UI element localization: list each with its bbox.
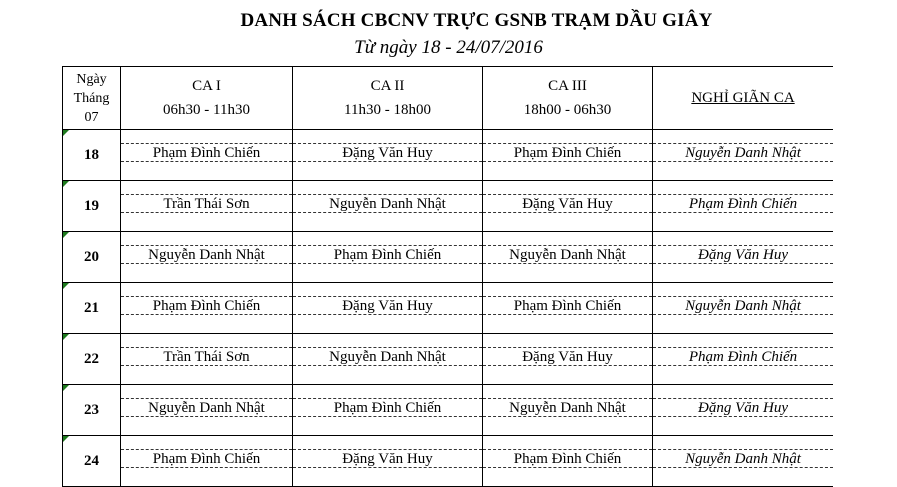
shift-cell bbox=[293, 334, 483, 385]
rest-cell bbox=[653, 436, 834, 487]
shift-cell bbox=[483, 436, 653, 487]
shift-cell bbox=[121, 232, 293, 283]
rest-staff-name: Đặng Văn Huy bbox=[698, 247, 788, 263]
shift-cell bbox=[121, 385, 293, 436]
shift-staff-name: Trần Thái Sơn bbox=[163, 196, 250, 212]
rest-cell bbox=[653, 385, 834, 436]
header-row bbox=[63, 67, 834, 130]
table-row bbox=[63, 283, 834, 334]
rest-staff-name: Nguyễn Danh Nhật bbox=[685, 145, 801, 161]
subtitle-text: Từ ngày 18 - 24/07/2016 bbox=[354, 37, 543, 58]
schedule-table-container bbox=[62, 66, 833, 487]
shift-staff-name: Nguyễn Danh Nhật bbox=[329, 349, 446, 365]
rest-cell bbox=[653, 283, 834, 334]
shift-cell bbox=[293, 181, 483, 232]
table-row bbox=[63, 334, 834, 385]
rest-cell bbox=[653, 130, 834, 181]
shift-staff-name: Phạm Đình Chiến bbox=[513, 298, 622, 314]
shift-staff-name: Phạm Đình Chiến bbox=[333, 400, 442, 416]
day-cell: 24 bbox=[63, 436, 121, 487]
title-text: DANH SÁCH CBCNV TRỰC GSNB TRẠM DẦU GIÂY bbox=[240, 10, 713, 31]
shift-cell bbox=[483, 385, 653, 436]
shift-staff-name: Phạm Đình Chiến bbox=[152, 451, 261, 467]
shift-staff-name: Phạm Đình Chiến bbox=[152, 145, 261, 161]
rest-staff-name: Nguyễn Danh Nhật bbox=[685, 298, 801, 314]
shift-cell bbox=[121, 181, 293, 232]
shift-cell bbox=[483, 283, 653, 334]
table-row bbox=[63, 232, 834, 283]
shift-cell bbox=[293, 436, 483, 487]
shift-cell bbox=[121, 130, 293, 181]
shift-cell bbox=[293, 232, 483, 283]
day-cell: 21 bbox=[63, 283, 121, 334]
shift-staff-name: Phạm Đình Chiến bbox=[513, 145, 622, 161]
shift-cell bbox=[293, 283, 483, 334]
header-shift-3 bbox=[483, 67, 653, 130]
shift-2-name: CA II bbox=[370, 78, 405, 94]
shift-cell bbox=[293, 385, 483, 436]
header-shift-2 bbox=[293, 67, 483, 130]
shift-staff-name: Đặng Văn Huy bbox=[522, 349, 613, 365]
shift-staff-name: Nguyễn Danh Nhật bbox=[329, 196, 446, 212]
rest-cell bbox=[653, 334, 834, 385]
shift-staff-name: Nguyễn Danh Nhật bbox=[148, 247, 265, 263]
shift-cell bbox=[483, 181, 653, 232]
shift-staff-name: Nguyễn Danh Nhật bbox=[148, 400, 265, 416]
shift-2-time: 11h30 - 18h00 bbox=[344, 102, 431, 118]
shift-staff-name: Nguyễn Danh Nhật bbox=[509, 400, 626, 416]
header-month-value: 07 bbox=[84, 109, 99, 125]
day-cell: 20 bbox=[63, 232, 121, 283]
shift-staff-name: Phạm Đình Chiến bbox=[513, 451, 622, 467]
shift-1-name: CA I bbox=[192, 78, 221, 94]
table-row bbox=[63, 436, 834, 487]
shift-staff-name: Phạm Đình Chiến bbox=[152, 298, 261, 314]
day-cell: 18 bbox=[63, 130, 121, 181]
day-cell: 23 bbox=[63, 385, 121, 436]
table-row bbox=[63, 181, 834, 232]
header-month-label: Tháng bbox=[73, 90, 110, 106]
rest-staff-name: Phạm Đình Chiến bbox=[688, 196, 798, 212]
shift-cell bbox=[483, 130, 653, 181]
shift-3-time: 18h00 - 06h30 bbox=[523, 102, 612, 118]
document-subtitle bbox=[0, 37, 897, 59]
shift-cell bbox=[121, 334, 293, 385]
table-row bbox=[63, 130, 834, 181]
rest-staff-name: Đặng Văn Huy bbox=[698, 400, 788, 416]
shift-3-name: CA III bbox=[548, 78, 587, 94]
schedule-table bbox=[62, 66, 833, 487]
shift-staff-name: Phạm Đình Chiến bbox=[333, 247, 442, 263]
shift-cell bbox=[293, 130, 483, 181]
rest-staff-name: Phạm Đình Chiến bbox=[688, 349, 798, 365]
shift-staff-name: Đặng Văn Huy bbox=[342, 298, 433, 314]
rest-cell bbox=[653, 181, 834, 232]
rest-staff-name: Nguyễn Danh Nhật bbox=[685, 451, 801, 467]
shift-staff-name: Nguyễn Danh Nhật bbox=[509, 247, 626, 263]
day-cell: 19 bbox=[63, 181, 121, 232]
header-day-month bbox=[63, 67, 121, 130]
shift-cell bbox=[121, 436, 293, 487]
shift-staff-name: Đặng Văn Huy bbox=[342, 451, 433, 467]
header-rest: NGHỈ GIÃN CA bbox=[653, 67, 834, 130]
rest-cell bbox=[653, 232, 834, 283]
table-row bbox=[63, 385, 834, 436]
document-title bbox=[0, 10, 897, 32]
shift-1-time: 06h30 - 11h30 bbox=[163, 102, 250, 118]
day-cell: 22 bbox=[63, 334, 121, 385]
shift-staff-name: Đặng Văn Huy bbox=[522, 196, 613, 212]
header-shift-1 bbox=[121, 67, 293, 130]
shift-staff-name: Trần Thái Sơn bbox=[163, 349, 250, 365]
shift-staff-name: Đặng Văn Huy bbox=[342, 145, 433, 161]
header-day-label: Ngày bbox=[76, 71, 107, 87]
shift-cell bbox=[483, 232, 653, 283]
shift-cell bbox=[483, 334, 653, 385]
shift-cell bbox=[121, 283, 293, 334]
